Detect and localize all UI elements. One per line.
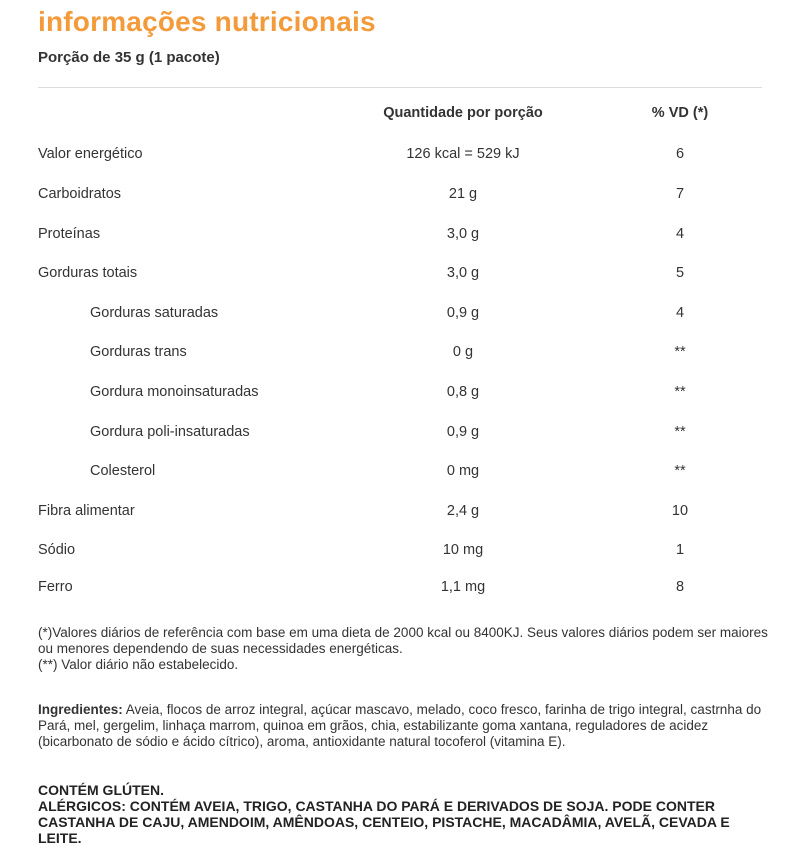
nutrient-quantity: 126 kcal = 529 kJ — [406, 146, 520, 162]
page-title: informações nutricionais — [38, 6, 376, 37]
table-row — [0, 542, 800, 564]
footnote-daily-values: (*)Valores diários de referência com base em uma dieta de 2000 kcal ou 8400KJ. Seus valores diários podem ser maiores ou menores dependendo de suas necessidades energéticas. — [38, 625, 768, 656]
table-row — [0, 463, 800, 485]
table-row — [0, 146, 800, 168]
table-row — [0, 305, 800, 327]
table-row — [0, 265, 800, 287]
nutrient-vd: 4 — [675, 226, 685, 242]
nutrient-vd: 6 — [675, 146, 685, 162]
nutrient-quantity: 0,8 g — [446, 384, 480, 400]
portion-size: Porção de 35 g (1 pacote) — [38, 49, 220, 66]
table-row — [0, 424, 800, 446]
nutrient-quantity: 0,9 g — [446, 305, 480, 321]
nutrient-name: Carboidratos — [38, 186, 122, 202]
nutrient-quantity: 0,9 g — [446, 424, 480, 440]
nutrient-name: Proteínas — [38, 226, 101, 242]
nutrient-vd: 1 — [675, 542, 685, 558]
nutrient-name: Colesterol — [90, 463, 156, 479]
nutrient-name: Gorduras trans — [90, 344, 187, 360]
nutrient-vd: 8 — [675, 579, 685, 595]
table-row — [0, 579, 800, 601]
table-row — [0, 503, 800, 525]
nutrient-quantity: 2,4 g — [446, 503, 480, 519]
nutrient-vd: ** — [674, 384, 686, 400]
nutrient-name: Ferro — [38, 579, 73, 595]
table-row — [0, 226, 800, 248]
nutrient-quantity: 0 mg — [446, 463, 480, 479]
allergens-text: ALÉRGICOS: CONTÉM AVEIA, TRIGO, CASTANHA DO PARÁ E DERIVADOS DE SOJA. PODE CONTER CASTANHA DE CAJU, AMENDOIM, AMÊNDOAS, CENTEIO, PISTACHE, MACADÂMIA, AVELÃ, CEVADA E LEITE. — [38, 798, 730, 846]
column-header-quantity: Quantidade por porção — [383, 105, 543, 121]
nutrient-vd: 7 — [675, 186, 685, 202]
nutrient-name: Gordura monoinsaturadas — [90, 384, 259, 400]
nutrient-vd: 10 — [671, 503, 689, 519]
nutrient-quantity: 21 g — [448, 186, 478, 202]
ingredients-block — [38, 702, 768, 750]
nutrient-name: Valor energético — [38, 146, 143, 162]
nutrient-quantity: 1,1 mg — [440, 579, 486, 595]
table-row — [0, 384, 800, 406]
table-row — [0, 186, 800, 208]
nutrient-vd: ** — [674, 463, 686, 479]
nutrient-name: Gorduras saturadas — [90, 305, 219, 321]
nutrient-name: Gorduras totais — [38, 265, 138, 281]
divider — [38, 87, 762, 88]
ingredients-label: Ingredientes: — [38, 702, 123, 717]
column-header-vd: % VD (*) — [651, 105, 709, 121]
nutrient-quantity: 3,0 g — [446, 226, 480, 242]
table-row — [0, 344, 800, 366]
footnote-not-established: (**) Valor diário não estabelecido. — [38, 657, 239, 672]
nutrient-name: Sódio — [38, 542, 76, 558]
allergens-block — [38, 782, 768, 846]
nutrient-vd: ** — [674, 344, 686, 360]
nutrient-vd: 5 — [675, 265, 685, 281]
gluten-warning: CONTÉM GLÚTEN. — [38, 782, 164, 798]
nutrient-quantity: 3,0 g — [446, 265, 480, 281]
nutrient-vd: ** — [674, 424, 686, 440]
nutrient-name: Gordura poli-insaturadas — [90, 424, 250, 440]
nutrient-vd: 4 — [675, 305, 685, 321]
footnotes — [38, 625, 778, 673]
ingredients-text: Aveia, flocos de arroz integral, açúcar mascavo, melado, coco fresco, farinha de trigo integral, castrnha do Pará, mel, gergelim, linhaça marrom, quinoa em grãos, chia, estabilizante goma xantana, reguladores de acidez (bicarbonato de sódio e ácido cítrico), aroma, antioxidante natural tocoferol (vitamina E). — [38, 702, 762, 749]
nutrient-quantity: 0 g — [452, 344, 474, 360]
nutrient-name: Fibra alimentar — [38, 503, 135, 519]
nutrient-quantity: 10 mg — [442, 542, 484, 558]
